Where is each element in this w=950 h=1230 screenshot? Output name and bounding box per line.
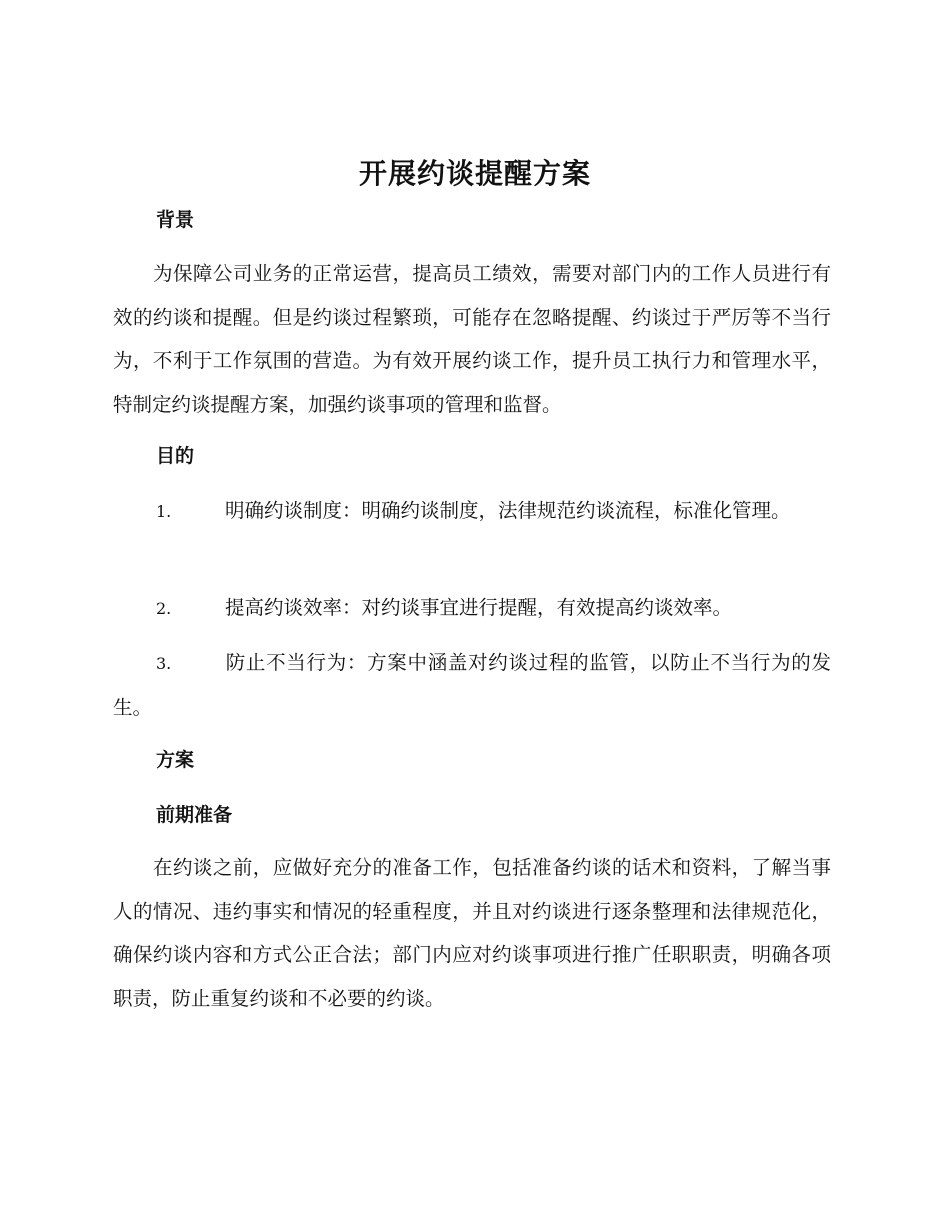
list-item xyxy=(113,489,831,534)
list-item xyxy=(113,586,831,631)
heading-purpose: 目的 xyxy=(156,445,195,467)
list-item-number: 1. xyxy=(156,502,172,521)
heading-plan: 方案 xyxy=(156,749,195,771)
list-item-text: 明确约谈制度：明确约谈制度，法律规范约谈流程，标准化管理。 xyxy=(225,499,791,522)
paragraph-preparation: 在约谈之前，应做好充分的准备工作，包括准备约谈的话术和资料，了解当事人的情况、违约事实和情况的轻重程度，并且对约谈进行逐条整理和法律规范化，确保约谈内容和方式公正合法；部门内应对约谈事项进行推广任职职责，明确各项职责，防止重复约谈和不必要的约谈。 xyxy=(113,856,831,1010)
subheading-preparation: 前期准备 xyxy=(156,804,233,826)
heading-background: 背景 xyxy=(156,209,195,231)
list-item xyxy=(113,641,831,729)
list-item-number: 3. xyxy=(156,654,172,673)
list-item-text: 防止不当行为：方案中涵盖对约谈过程的监管，以防止不当行为的发生。 xyxy=(113,651,831,719)
list-item-number: 2. xyxy=(156,599,172,618)
paragraph-background: 为保障公司业务的正常运营，提高员工绩效，需要对部门内的工作人员进行有效的约谈和提醒。但是约谈过程繁琐，可能存在忽略提醒、约谈过于严厉等不当行为，不利于工作氛围的营造。为有效开展约谈工作，提升员工执行力和管理水平，特制定约谈提醒方案，加强约谈事项的管理和监督。 xyxy=(113,262,831,416)
list-item-text: 提高约谈效率：对约谈事宜进行提醒，有效提高约谈效率。 xyxy=(225,596,733,619)
document-title: 开展约谈提醒方案 xyxy=(358,157,591,190)
